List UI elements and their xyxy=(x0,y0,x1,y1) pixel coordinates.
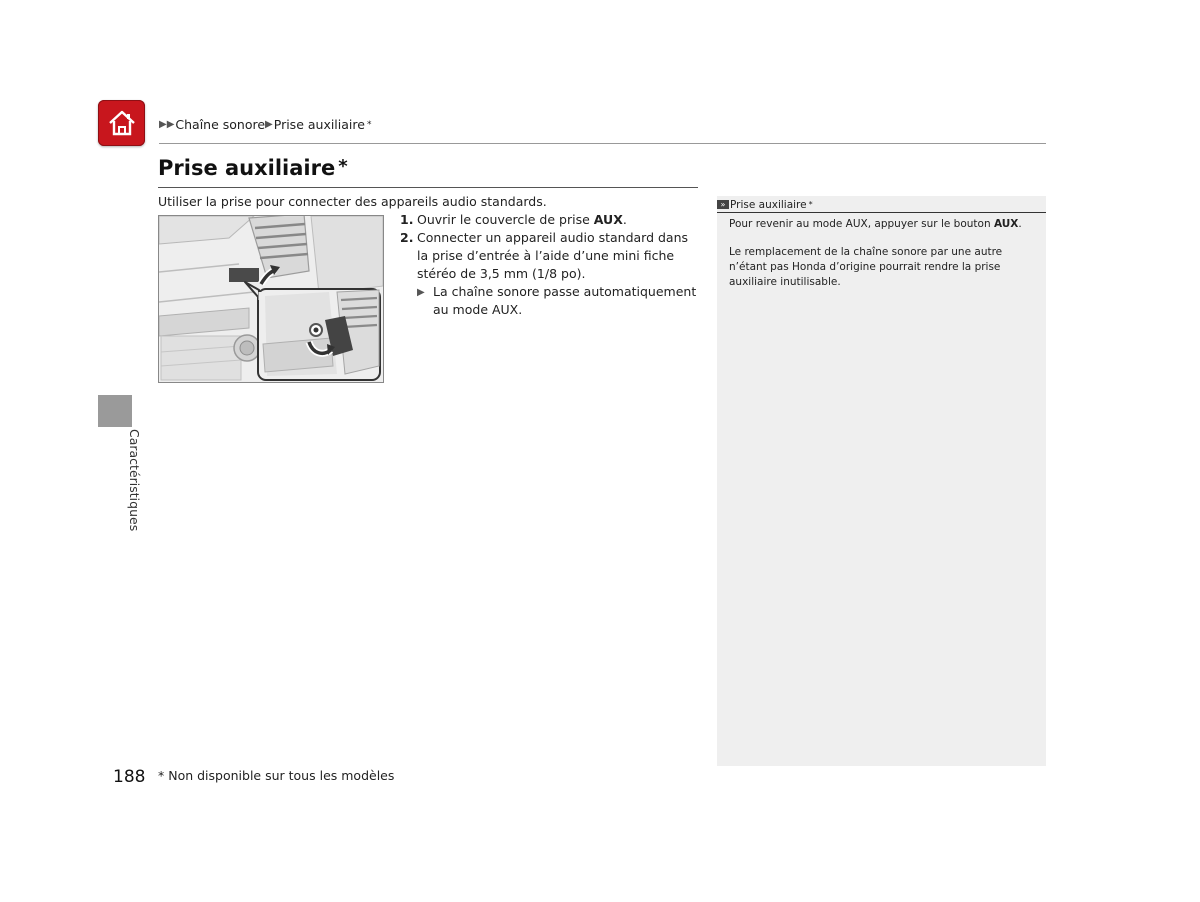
step-1 xyxy=(400,211,698,229)
title-asterisk: * xyxy=(338,156,348,177)
instruction-steps xyxy=(400,211,698,319)
title-divider xyxy=(158,187,698,188)
sidebar-paragraph: Pour revenir au mode AUX, appuyer sur le bouton AUX. xyxy=(729,218,1022,230)
sidebar-heading-text: Prise auxiliaire xyxy=(730,198,807,211)
sidebar-heading xyxy=(717,196,1046,213)
aux-jack-illustration xyxy=(158,215,384,383)
triangle-right-icon: ▶ xyxy=(417,287,425,298)
home-icon xyxy=(105,107,139,139)
step-number: 1. xyxy=(400,212,414,227)
step-number: 2. xyxy=(400,230,414,245)
page-title xyxy=(158,156,348,180)
breadcrumb-item-chaine-sonore[interactable]: Chaîne sonore xyxy=(175,117,266,132)
step-2 xyxy=(400,229,698,283)
section-tab-label: Caractéristiques xyxy=(127,429,142,532)
page-title-text: Prise auxiliaire xyxy=(158,156,336,180)
breadcrumb xyxy=(159,117,371,132)
triangle-right-icon: ▶▶ xyxy=(159,119,175,130)
header-divider xyxy=(159,143,1046,144)
step-text: Ouvrir le couvercle de prise AUX. xyxy=(417,212,627,227)
intro-text: Utiliser la prise pour connecter des appareils audio standards. xyxy=(158,194,547,209)
double-chevron-icon: » xyxy=(717,200,729,209)
step-text: Connecter un appareil audio standard dans la prise d’entrée à l’aide d’une mini fiche stéréo de 3,5 mm (1/8 po). xyxy=(417,230,689,281)
section-tab-marker[interactable] xyxy=(98,395,132,427)
sidebar-asterisk: * xyxy=(808,200,813,209)
reference-sidebar xyxy=(717,196,1046,766)
breadcrumb-item-prise-auxiliaire[interactable]: Prise auxiliaire xyxy=(273,117,365,132)
result-text: La chaîne sonore passe automatiquement au mode AUX. xyxy=(433,284,697,317)
page-number: 188 xyxy=(113,767,146,787)
triangle-right-icon: ▶ xyxy=(265,119,273,130)
breadcrumb-asterisk: * xyxy=(366,119,372,130)
home-button[interactable] xyxy=(98,100,145,146)
footnote: * Non disponible sur tous les modèles xyxy=(158,768,395,783)
step-2-result xyxy=(417,283,698,319)
sidebar-paragraph: Le remplacement de la chaîne sonore par une autre n’étant pas Honda d’origine pourrait rendre la prise auxiliaire inutilisable. xyxy=(729,246,1003,288)
